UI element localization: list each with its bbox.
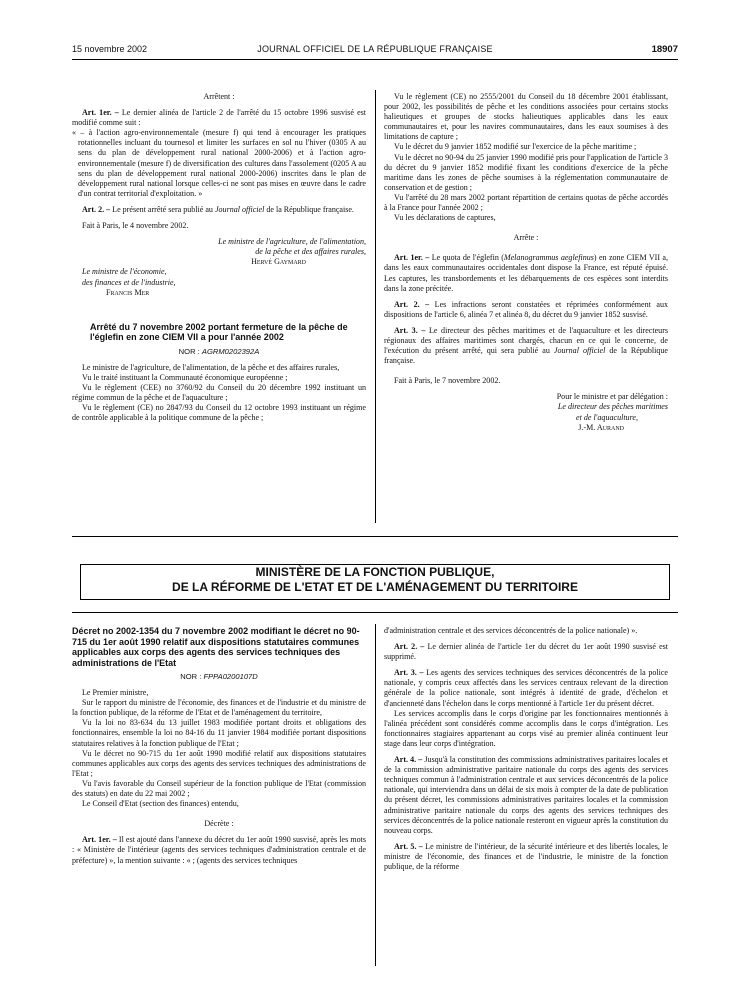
arretent-label: Arrêtent : [203,92,235,101]
paragraph: Vu l'arrêté du 28 mars 2002 portant répartition de certains quotas de pêche accordés à la France pour l'année 2002 ; [384,192,668,213]
article-3-text-b: de la République française. [384,346,668,366]
paragraph: Vu le traité instituant la Communauté économique européenne ; [82,372,288,382]
article-2-text-b: de la République française. [264,204,354,214]
journal-officiel-ref: Journal officiel [214,204,265,214]
ministry-line-2: DE LA RÉFORME DE L'ETAT ET DE L'AMÉNAGEMENT DU TERRITOIRE [172,580,578,594]
article-3-lead: Art. 3. – [394,668,424,678]
nor-reference [72,672,366,682]
article-3 [384,668,668,708]
paragraph: Vu le règlement (CEE) no 3760/92 du Conseil du 20 décembre 1992 instituant un régime commun de la pêche et de l'aquaculture ; [72,382,366,403]
article-1 [384,253,668,293]
article-5 [384,842,668,872]
ministry-banner [80,564,670,600]
signature-line: Le ministre de l'agriculture, de l'alimentation, [218,237,366,247]
header-title: JOURNAL OFFICIEL DE LA RÉPUBLIQUE FRANÇAISE [257,44,493,54]
article-2 [384,642,668,662]
article-2 [384,300,668,320]
paragraph: Vu l'avis favorable du Conseil supérieur de la fonction publique de l'Etat (commission des statuts) en date du 22 mai 2002 ; [72,778,366,799]
paragraph: Vu le décret du 9 janvier 1852 modifié sur l'exercice de la pêche maritime ; [394,142,637,152]
article-3-text-a: Le directeur des pêches maritimes et de l'aquaculture et les directeurs régionaux des affaires maritimes sont chargés, chacun en ce qui le concerne, de l'exécution du présent arrêté, qui sera publié au [384,325,669,356]
signature-line: Le directeur des pêches maritimes [557,402,668,412]
page-header [72,44,678,58]
signature-line: Le ministre de l'économie, [82,267,167,277]
article-2-lead: Art. 2. – [394,299,430,309]
decrete-label: Décrète : [204,819,234,829]
article-2-lead: Art. 2. – [394,642,425,652]
article-2-text-a: Le présent arrêté sera publié au [112,204,215,214]
arrete-label: Arrête : [513,233,539,243]
article-3-text: Les agents des services techniques des services déconcentrés de la police nationale, y compris ceux affectés dans les services centraux relevant de la direction générale de la police nationale, sont intégrés à identité de grade, d'échelon et d'ancienneté dans l'échelon dans le corps mentionné à l'article 1er du présent décret. [384,668,668,708]
article-4 [384,755,668,836]
header-date: 15 novembre 2002 [72,44,148,54]
decret-title: Décret no 2002-1354 du 7 novembre 2002 modifiant le décret no 90-715 du 1er août 1990 relatif aux dispositions statutaires communes applicables aux corps des agents des services techniques des administrations de l'Etat [72,626,360,668]
nor-label: NOR : [178,346,202,356]
article-1-text-a: Le quota de l'églefin ( [431,253,504,263]
column-divider [375,90,376,523]
nor-code: AGRM0202392A [201,346,260,356]
article-2-text: Le dernier alinéa de l'article 1er du décret du 1er août 1990 susvisé est supprimé. [384,642,669,662]
column-bottom-right [384,626,668,872]
column-bottom-left [72,626,366,866]
nor-label: NOR : [180,672,204,681]
species-name: Melanogrammus aeglefinus [503,253,594,263]
paragraph: Le Conseil d'Etat (section des finances) entendu, [82,799,239,809]
signature-line: et de l'aquaculture, [576,412,638,422]
arrete-title: Arrêté du 7 novembre 2002 portant fermeture de la pêche de l'églefin en zone CIEM VII a pour l'année 2002 [90,321,348,343]
article-4-lead: Art. 4. – [394,755,423,765]
article-1 [72,108,366,128]
paragraph: d'administration centrale et des services déconcentrés de la police nationale) ». [384,626,638,635]
paragraph: Vu le décret no 90-715 du 1er août 1990 modifié relatif aux dispositions statutaires communes applicables aux corps des agents des services techniques des administrations de l'Etat ; [72,748,366,778]
article-1 [72,835,366,865]
article-1-text: Le dernier alinéa de l'article 2 de l'arrêté du 15 octobre 1996 susvisé est modifié comme suit : [72,108,367,128]
paragraph: Vu le décret no 90-94 du 25 janvier 1990 modifié pris pour l'application de l'article 3 du décret du 9 janvier 1852 modifié fixant les conditions d'exercice de la pêche maritime dans les zones de pêche soumises à la réglementation communautaire de conservation et de gestion ; [384,152,668,192]
signature-name: Francis Mer [106,287,150,297]
header-page-number: 18907 [651,44,678,55]
header-rule [72,59,678,60]
paragraph: Vu les déclarations de captures, [394,213,496,223]
nor-reference [72,347,366,357]
signature-line: Pour le ministre et par délégation : [556,392,668,402]
column-top-left [72,92,366,423]
section-rule [72,612,678,613]
signature-name: Hervé Gaymard [251,257,306,267]
article-1-lead: Art. 1er. – [82,108,119,118]
section-rule [72,536,678,537]
article-2 [72,205,366,215]
nor-code: FPPA0200107D [203,672,258,681]
column-top-right [384,92,668,433]
article-1-lead: Art. 1er. – [394,253,430,263]
article-2-text: Les infractions seront constatées et réprimées conformément aux dispositions de l'article 6, alinéa 7 et alinéa 8, du décret du 9 janvier 1852 susvisé. [384,299,669,319]
ministry-line-1: MINISTÈRE DE LA FONCTION PUBLIQUE, [255,565,495,579]
journal-officiel-ref: Journal officiel [553,346,606,356]
paragraph: Le ministre de l'agriculture, de l'alimentation, de la pêche et des affaires rurales, [82,362,340,372]
paragraph: Vu le règlement (CE) no 2555/2001 du Conseil du 18 décembre 2001 établissant, pour 2002, les possibilités de pêche et les conditions associées pour certains stocks halieutiques et groupes de stocks halieutiques applicables dans les eaux communautaires et, pour les navires communautaires, dans les eaux soumises à des limitations de capture ; [384,92,668,142]
paragraph: Le Premier ministre, [82,688,149,698]
column-divider [375,624,376,966]
signature-line: de la pêche et des affaires rurales, [255,247,366,257]
article-1-quote: « – à l'action agro-environnementale (mesure f) qui tend à encourager les pratiques rotationnelles incluant du tournesol et limiter les surfaces en sol nu l'hiver (0305 A au sens du plan de développement rural national 2000-2006) et à l'action agro-environnementale (mesure f) de diversification des cultures dans l'assolement (0205 A au sens du plan de développement rural national 2000-2006) inscrites dans le plan de développement rural national lorsque celles-ci ne sont pas mises en œuvre dans le cadre d'un contrat territorial d'exploitation. » [72,128,366,198]
paragraph: Les services accomplis dans le corps d'origine par les fonctionnaires mentionnés à l'alinéa précédent sont considérés comme accomplis dans le corps d'intégration. Les fonctionnaires stagiaires appartenant au corps visé au premier alinéa continuent leur stage dans leur corps d'intégration. [384,708,668,748]
fait-a-paris: Fait à Paris, le 7 novembre 2002. [394,376,501,386]
paragraph: Vu le règlement (CE) no 2847/93 du Conseil du 12 octobre 1993 instituant un régime de contrôle applicable à la politique commune de la pêche ; [72,403,366,423]
article-3 [384,326,668,366]
article-1-text-b: ) en zone CIEM VII a, dans les eaux communautaires occidentales dont dispose la France, est réputé épuisé. Les captures, les transbordements et les débarquements de ces espèces sont interdits dans la zone précitée. [384,253,669,293]
article-1-text: Il est ajouté dans l'annexe du décret du 1er août 1990 susvisé, après les mots : « Ministère de l'intérieur (agents des services techniques d'administration centrale et de préfecture) », la mention suivante : « ; (agents des services techniques [72,835,367,865]
article-3-lead: Art. 3. – [394,325,426,335]
paragraph: Sur le rapport du ministre de l'économie, des finances et de l'industrie et du ministre de la fonction publique, de la réforme de l'Etat et de l'aménagement du territoire, [72,698,366,718]
article-1-lead: Art. 1er. – [82,835,117,845]
article-2-lead: Art. 2. – [82,204,111,214]
fait-a-paris: Fait à Paris, le 4 novembre 2002. [82,221,189,231]
article-5-lead: Art. 5. – [394,841,423,851]
signature-name: J.-M. Aurand [578,422,624,432]
article-5-text: Le ministre de l'intérieur, de la sécurité intérieure et des libertés locales, le ministre de l'économie, des finances et de l'industrie, le ministre de la fonction publique, de la réforme [384,841,669,871]
paragraph: Vu la loi no 83-634 du 13 juillet 1983 modifiée portant droits et obligations des fonctionnaires, ensemble la loi no 84-16 du 11 janvier 1984 modifiée portant dispositions statutaires relatives à la fonction publique de l'Etat ; [72,718,366,748]
article-4-text: Jusqu'à la constitution des commissions administratives paritaires locales et de la commission administrative paritaire nationale du corps des agents des services techniques commun à l'administration centrale et aux services déconcentrés de la police nationale, qui interviendra dans un délai de six mois à compter de la date de publication du présent décret, les commissions administratives paritaires locales et la commission administrative paritaire nationale du corps des agents des services techniques des services déconcentrés de la police nationale resteront en vigueur après la constitution du nouveau corps. [384,755,669,835]
signature-line: des finances et de l'industrie, [82,277,176,287]
